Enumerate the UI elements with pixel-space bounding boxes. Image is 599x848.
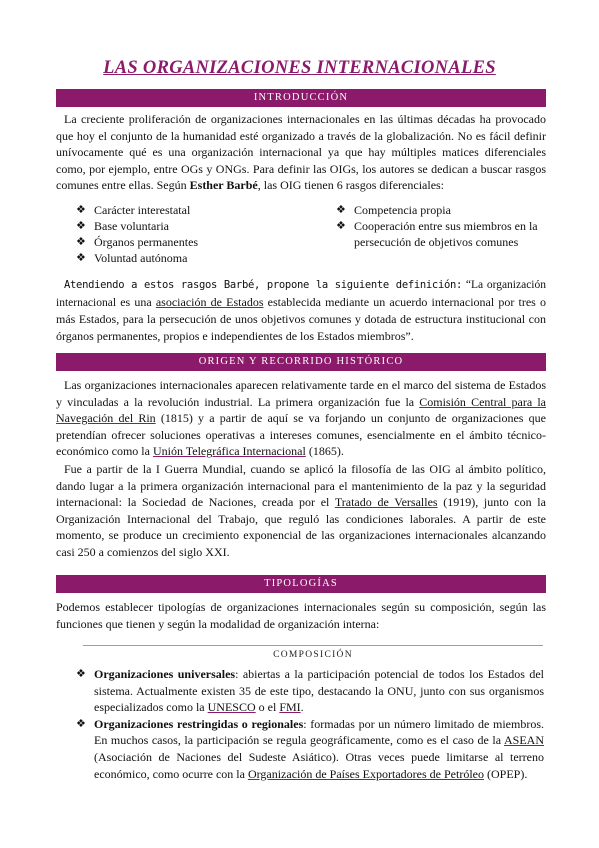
list-item-label: Voluntad autónoma	[94, 251, 188, 265]
page-title: LAS ORGANIZACIONES INTERNACIONALES	[103, 58, 496, 78]
list-item-label: Órganos permanentes	[94, 235, 199, 249]
tipologias-paragraph: Podemos establecer tipologías de organizaciones internacionales según su composición, según las funciones que tienen y según la modalidad de organización interna:	[56, 600, 546, 631]
diamond-bullet-icon: ❖	[336, 220, 346, 232]
origen-text: Las organizaciones internacionales aparecen relativamente tarde en el marco del sistema de Estados y vinculadas a la revolución industrial. La primera organización fue la	[56, 378, 546, 409]
list-item	[76, 716, 544, 782]
link-unesco[interactable]: UNESCO	[207, 700, 256, 715]
type-description: : abiertas a la participación potencial de todos los Estados del sistema. Actualmente existen 35 de este tipo, destacando la ONU, junto con sus organismos especializados como la	[94, 667, 544, 715]
diamond-bullet-icon: ❖	[336, 204, 346, 216]
section-header-origen: ORIGEN Y RECORRIDO HISTÓRICO	[56, 353, 546, 371]
composicion-list	[76, 666, 544, 782]
definition-intro: Atendiendo a estos rasgos Barbé, propone la siguiente definición:	[64, 279, 463, 291]
list-item-line: persecución de objetivos comunes	[354, 235, 519, 249]
type-description: (Asociación de Naciones del Sudeste Asiático). Otras veces puede limitarse al terreno económico, como ocurre con la	[94, 749, 544, 781]
origen-text: (1815) y a partir de aquí se va forjando un conjunto de organizaciones que pretendían ofrecer soluciones operativas a intereses comunes, esencialmente en el ámbito técnico-económico como la	[56, 411, 546, 459]
list-item	[76, 250, 326, 266]
definition-quote-start: “La organización internacional	[56, 279, 547, 309]
diamond-bullet-icon: ❖	[76, 236, 86, 248]
type-description: o el	[255, 700, 280, 715]
definition-text: es una	[120, 294, 156, 309]
list-item	[76, 202, 326, 218]
intro-text: La creciente proliferación de organizaciones internacionales en las últimas décadas ha provocado que hoy el conjunto de la humanidad esté organizado a través de la globalización. No es fácil definir unívocamente qué es una organización internacional ya que hay múltiples matices diferenciales como, por ejemplo, entre OGs y ONGs. Para definir las OIGs, los autores se dedican a buscar rasgos comunes entre ellas. Según	[56, 112, 546, 193]
diamond-bullet-icon: ❖	[76, 220, 86, 232]
type-description: (OPEP).	[483, 766, 528, 781]
link-fmi[interactable]: FMI	[279, 700, 301, 715]
list-item-label: Competencia propia	[354, 203, 451, 217]
subsection-header-composicion: COMPOSICIÓN	[273, 650, 353, 660]
diamond-bullet-icon: ❖	[76, 717, 86, 730]
definition-text-end: establecida mediante un acuerdo internacional por tres o más Estados, para la persecución de unos objetivos comunes y dotada de estructura institucional con órganos permanentes, propios e independientes de los Estados miembros”.	[56, 294, 546, 343]
traits-list-left	[76, 202, 326, 266]
link-tratado-versalles[interactable]: Tratado de Versalles	[334, 495, 438, 510]
list-item	[336, 218, 551, 250]
section-header-introduccion: INTRODUCCIÓN	[56, 89, 546, 107]
type-label: Organizaciones universales	[94, 667, 236, 681]
link-union-telegrafica[interactable]: Unión Telegráfica Internacional	[152, 444, 306, 459]
origen-text: (1865).	[305, 444, 344, 459]
list-item-text	[94, 716, 544, 782]
divider	[83, 645, 543, 646]
list-item	[76, 666, 544, 716]
diamond-bullet-icon: ❖	[76, 252, 86, 264]
intro-paragraph	[56, 111, 546, 194]
section-header-tipologias: TIPOLOGÍAS	[56, 575, 546, 593]
list-item-text	[94, 666, 544, 716]
list-item-line: Cooperación entre sus miembros en la	[354, 219, 538, 233]
origen-paragraph-1	[56, 377, 546, 460]
traits-list-right	[336, 202, 551, 250]
origen-text: (1919), junto con la Organización Internacional del Trabajo, que reguló las condiciones laborales. A partir de este momento, se produce un crecimiento exponencial de las organizaciones internacionales alcanzando casi 250 a comienzos del siglo XXI.	[56, 495, 546, 559]
link-asociacion-estados[interactable]: asociación de Estados	[155, 294, 264, 309]
diamond-bullet-icon: ❖	[76, 668, 86, 680]
list-item	[76, 234, 326, 250]
link-opep[interactable]: Organización de Países Exportadores de Petróleo	[247, 766, 484, 781]
list-item-label: Base voluntaria	[94, 219, 169, 233]
definition-paragraph	[56, 276, 546, 344]
list-item	[76, 218, 326, 234]
author-name: Esther Barbé	[189, 178, 258, 193]
intro-text-end: , las OIG tienen 6 rasgos diferenciales:	[257, 178, 445, 193]
list-item	[336, 202, 551, 218]
link-comision-rin[interactable]: Comisión Central para la Navegación del Rin	[56, 394, 546, 426]
origen-paragraph-2	[56, 461, 546, 561]
origen-text: Fue a partir de la I Guerra Mundial, cuando se aplicó la filosofía de las OIG al ámbito político, dando lugar a la primera organización internacional para el mantenimiento de la paz y la seguridad internacional: la Sociedad de Naciones, creada por el	[56, 462, 546, 510]
list-item-label: Carácter interestatal	[94, 203, 191, 217]
type-description: : formadas por un número limitado de miembros. En muchos casos, la participación se regula geográficamente, como es el caso de la	[94, 716, 544, 748]
diamond-bullet-icon: ❖	[76, 204, 86, 216]
type-description: .	[300, 700, 304, 715]
link-asean[interactable]: ASEAN	[503, 733, 544, 748]
type-label: Organizaciones restringidas o regionales	[94, 716, 304, 731]
list-item-label	[354, 218, 538, 250]
